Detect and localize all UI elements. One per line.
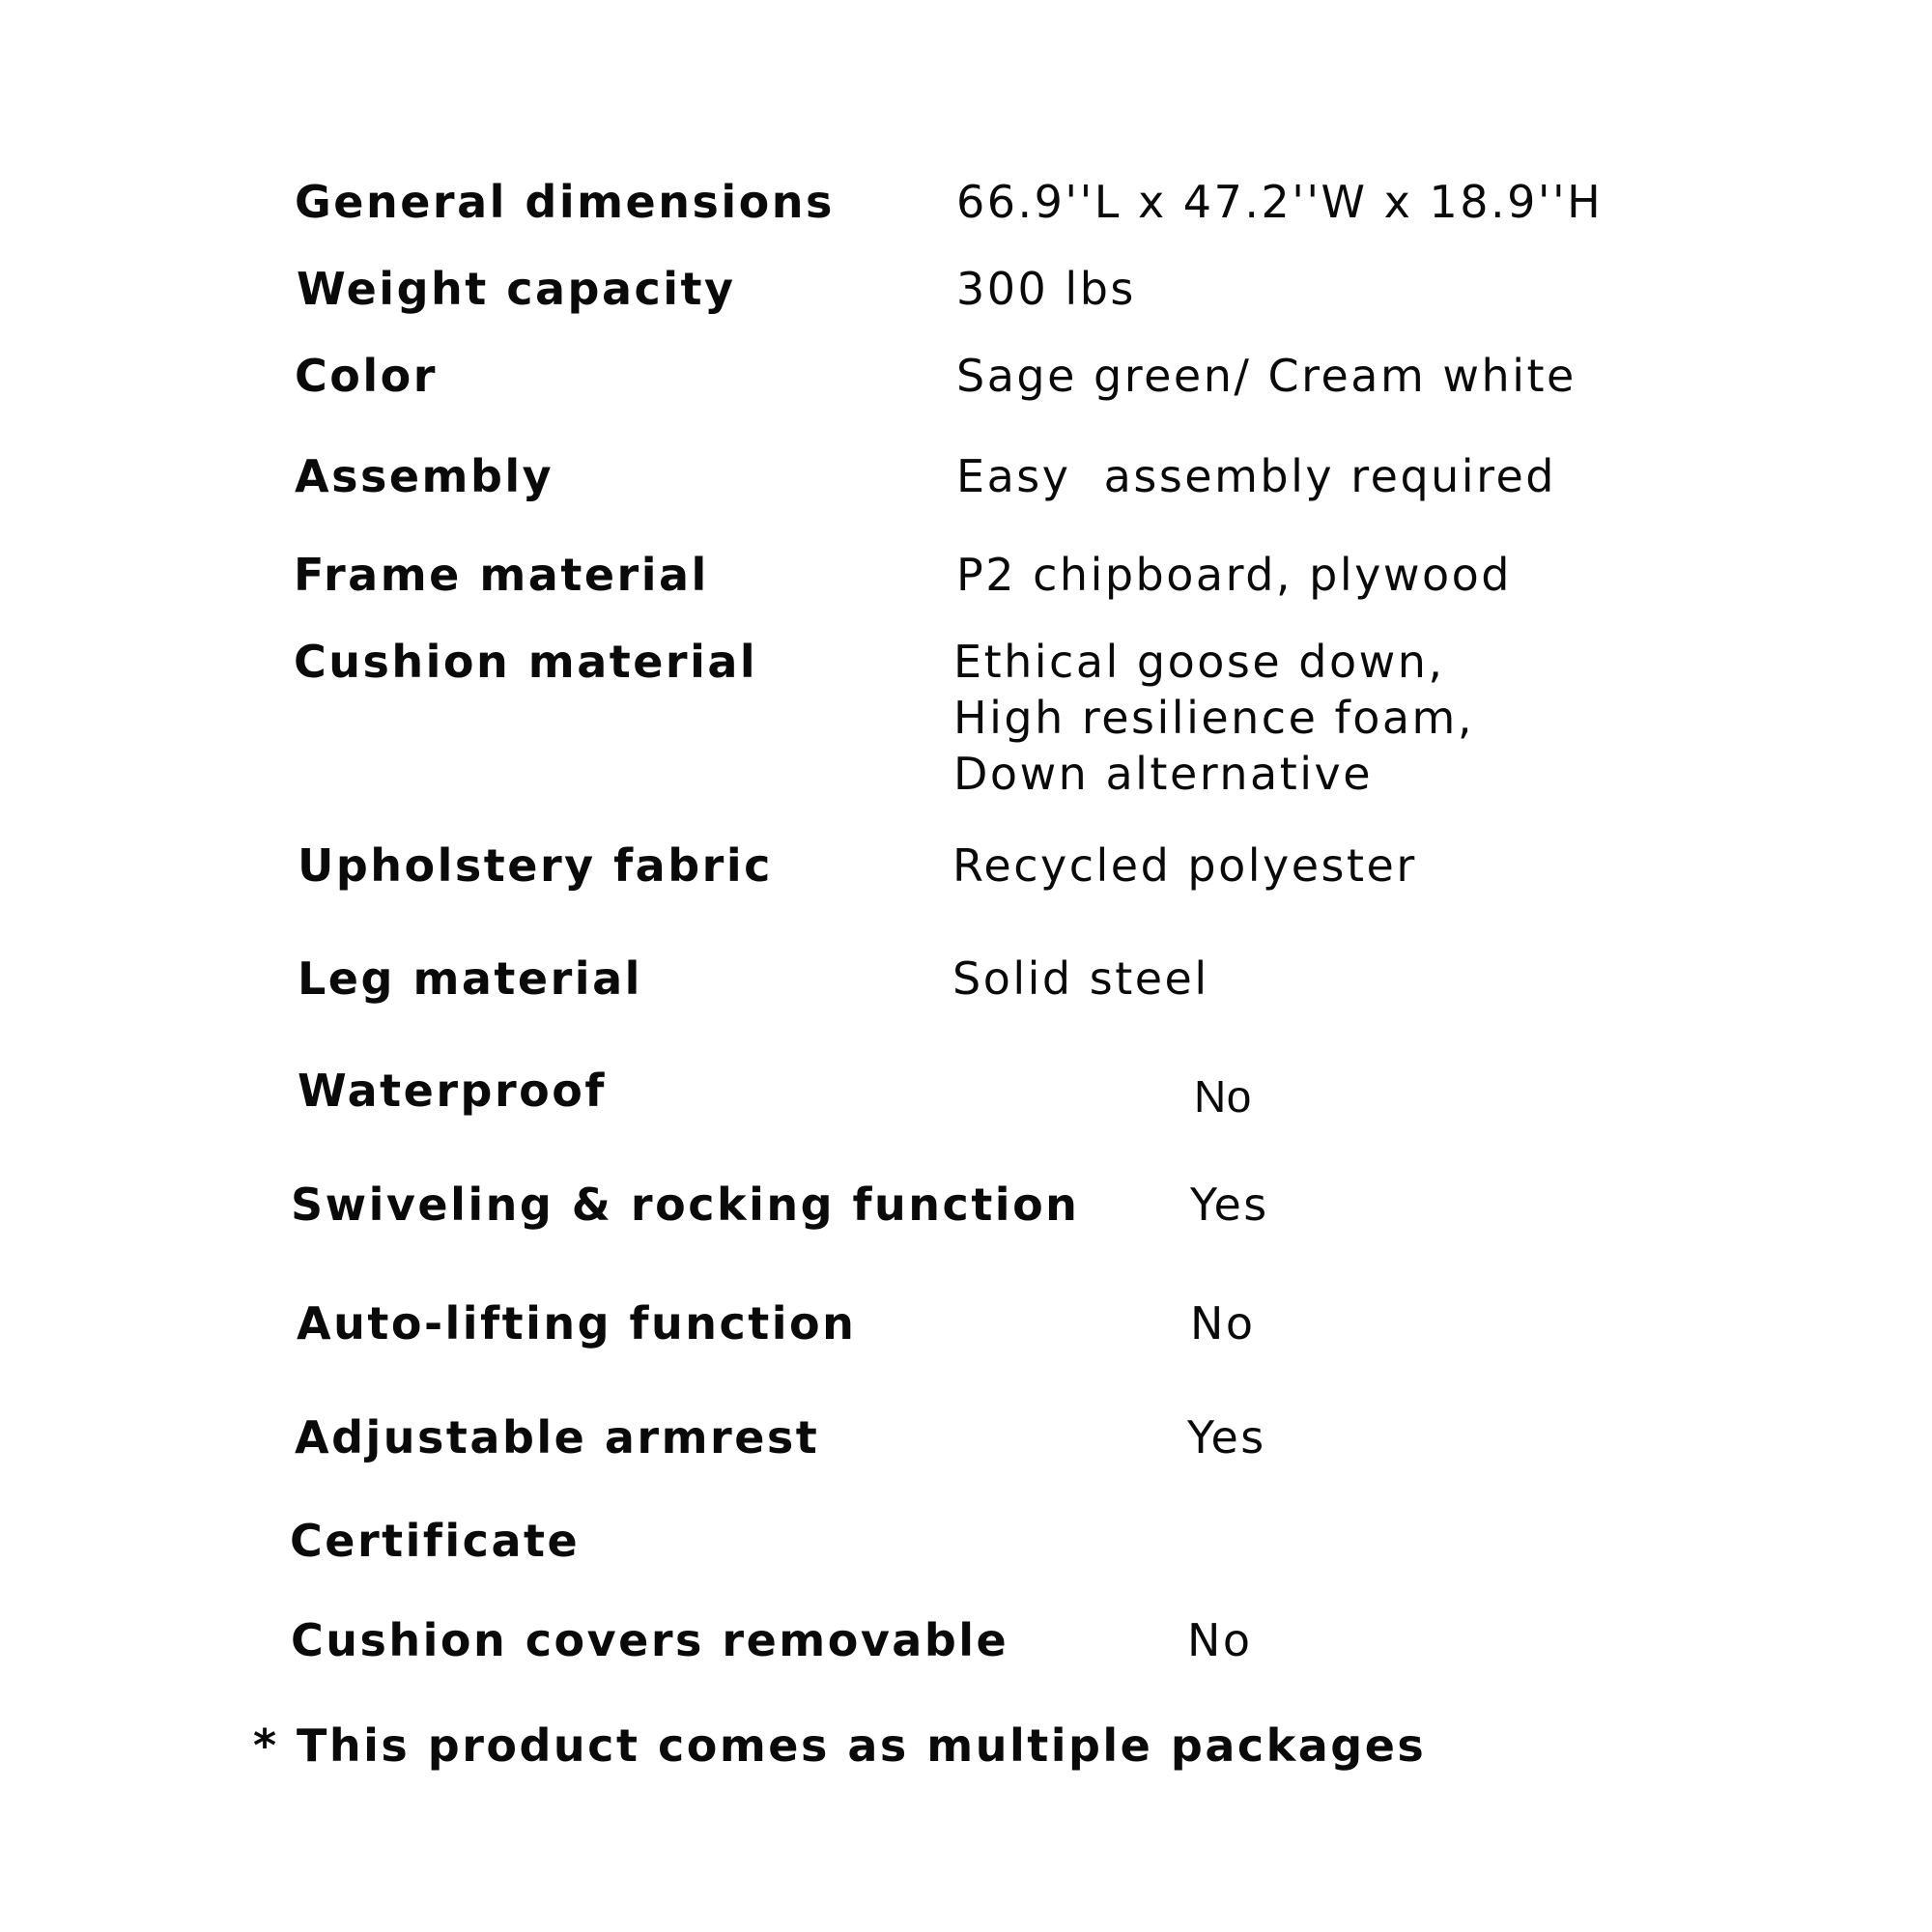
spec-value-auto-lifting-function: No (1190, 1297, 1256, 1350)
footnote (253, 1718, 1426, 1774)
spec-value-swiveling-rocking-function: Yes (1190, 1179, 1269, 1231)
spec-value-adjustable-armrest: Yes (1187, 1411, 1266, 1463)
spec-value-color: Sage green/ Cream white (956, 350, 1577, 402)
spec-value-general-dimensions: 66.9''L x 47.2''W x 18.9''H (956, 176, 1604, 228)
spec-label-waterproof: Waterproof (298, 1065, 607, 1117)
spec-value-weight-capacity: 300 lbs (956, 263, 1136, 315)
spec-value-waterproof: No (1194, 1071, 1252, 1122)
spec-value-assembly: Easy assembly required (956, 450, 1556, 502)
spec-value-cushion-covers-removable: No (1187, 1614, 1253, 1666)
spec-label-cushion-covers-removable: Cushion covers removable (291, 1614, 1009, 1666)
spec-label-leg-material: Leg material (298, 952, 642, 1005)
spec-label-cushion-material: Cushion material (294, 636, 758, 688)
spec-label-certificate: Certificate (290, 1515, 581, 1567)
spec-label-general-dimensions: General dimensions (295, 176, 835, 228)
spec-label-weight-capacity: Weight capacity (297, 263, 736, 315)
spec-label-swiveling-rocking-function: Swiveling & rocking function (291, 1179, 1080, 1231)
spec-label-upholstery-fabric: Upholstery fabric (298, 839, 773, 892)
spec-value-cushion-material: Ethical goose down, High resilience foam, Down alternative (953, 636, 1474, 800)
spec-label-color: Color (295, 350, 438, 402)
spec-value-leg-material: Solid steel (952, 952, 1209, 1005)
spec-label-adjustable-armrest: Adjustable armrest (295, 1411, 820, 1463)
footnote-text: This product comes as multiple packages (297, 1719, 1427, 1772)
spec-value-frame-material: P2 chipboard, plywood (956, 549, 1512, 601)
spec-label-assembly: Assembly (295, 450, 554, 502)
spec-label-frame-material: Frame material (294, 549, 709, 601)
spec-value-upholstery-fabric: Recycled polyester (952, 839, 1417, 892)
spec-label-auto-lifting-function: Auto-lifting function (297, 1297, 857, 1350)
footnote-marker: * (253, 1719, 279, 1772)
